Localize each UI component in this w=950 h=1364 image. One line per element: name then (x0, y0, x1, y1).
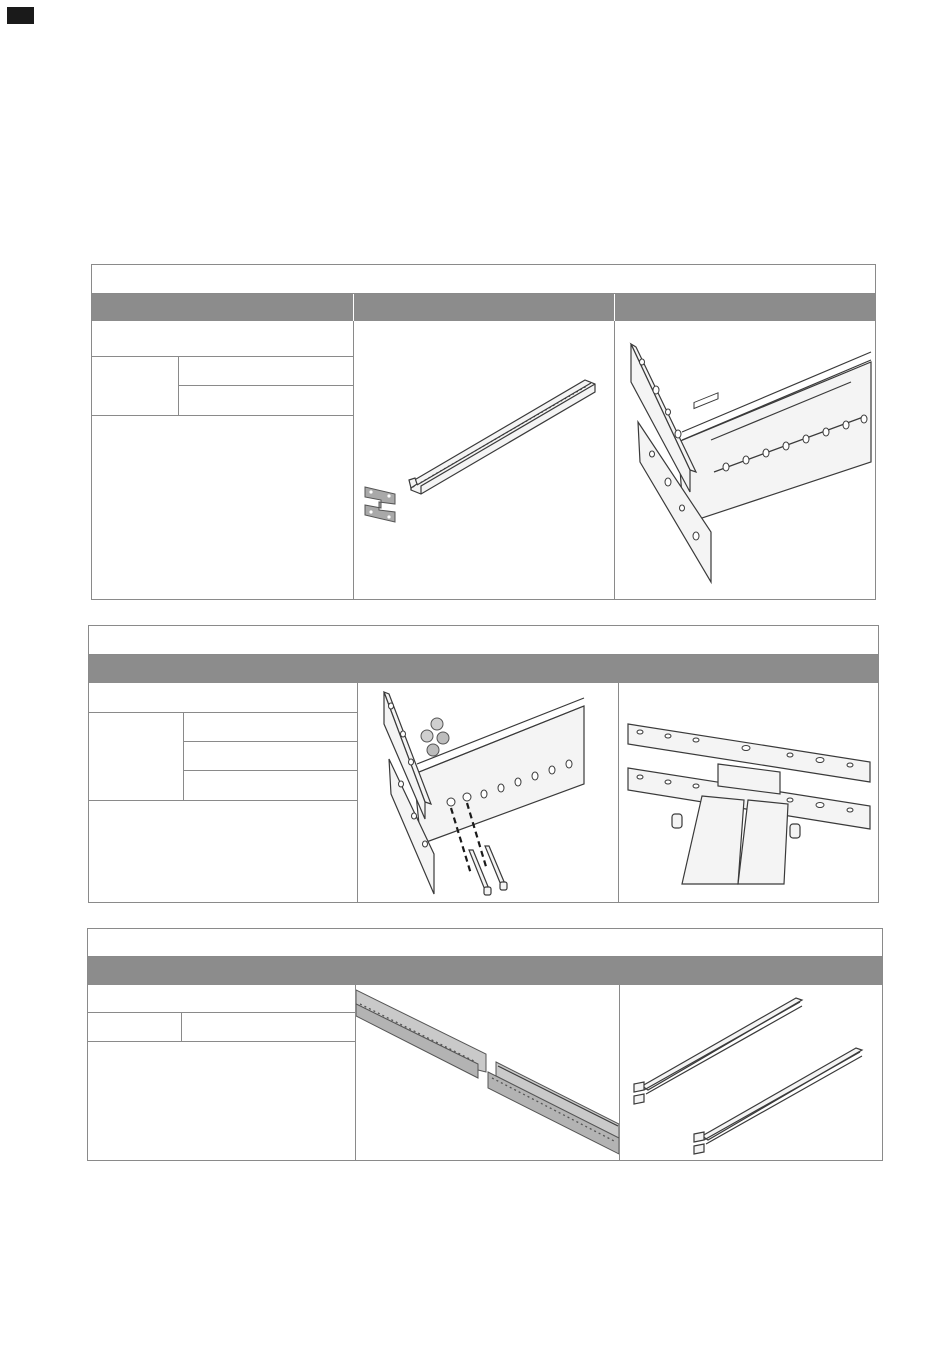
panel-1-header-bar (92, 294, 875, 321)
connector-plates-clamped-illustration (620, 684, 879, 903)
panel-3-spec-value-1 (182, 1013, 355, 1040)
panel-1 (91, 264, 876, 600)
panel-2-header-bar (89, 655, 878, 683)
panel-1-spec-value-2 (179, 386, 353, 414)
rail-end-with-connector-plates-illustration (616, 322, 876, 600)
rail-sections-joined-illustration (356, 986, 619, 1161)
page-corner-marker (7, 7, 34, 24)
panel-1-header-3 (615, 294, 876, 302)
panel-2-notes (89, 801, 357, 903)
connector-plate-illustration (365, 487, 395, 522)
rail-and-connector-plates-illustration (355, 322, 614, 600)
panel-2-spec-value-3 (184, 771, 357, 799)
panel-1-header-1 (92, 294, 353, 302)
panel-2-title (89, 626, 878, 655)
bolt-icons (469, 846, 507, 895)
slotted-rail-illustration (409, 380, 595, 494)
nut-icons (421, 718, 449, 756)
panel-2-info-top (89, 683, 357, 712)
rail-assembly-1 (634, 998, 802, 1104)
panel-3-info-top (88, 985, 355, 1012)
rail-bolting-with-nuts-illustration (359, 684, 618, 903)
panel-1-spec-label (92, 357, 178, 414)
panel-3-header-1 (88, 957, 883, 965)
panel-2 (88, 625, 879, 903)
panel-1-title (92, 265, 875, 294)
panel-3-title (88, 929, 882, 957)
panel-1-notes (92, 416, 353, 600)
panel-1-info-top (92, 321, 353, 356)
panel-2-spec-value-1 (184, 713, 357, 741)
panel-2-spec-label (89, 713, 183, 799)
two-rail-assemblies-illustration (620, 986, 883, 1161)
panel-3-spec-label (88, 1013, 181, 1040)
panel-3-notes (88, 1042, 355, 1161)
panel-3-header-bar (88, 957, 882, 985)
panel-3 (87, 928, 883, 1161)
panel-2-header-1 (89, 655, 879, 663)
rail-assembly-2 (694, 1048, 862, 1154)
panel-1-header-2 (354, 294, 614, 302)
panel-1-spec-value-1 (179, 357, 353, 385)
panel-2-spec-value-2 (184, 742, 357, 770)
